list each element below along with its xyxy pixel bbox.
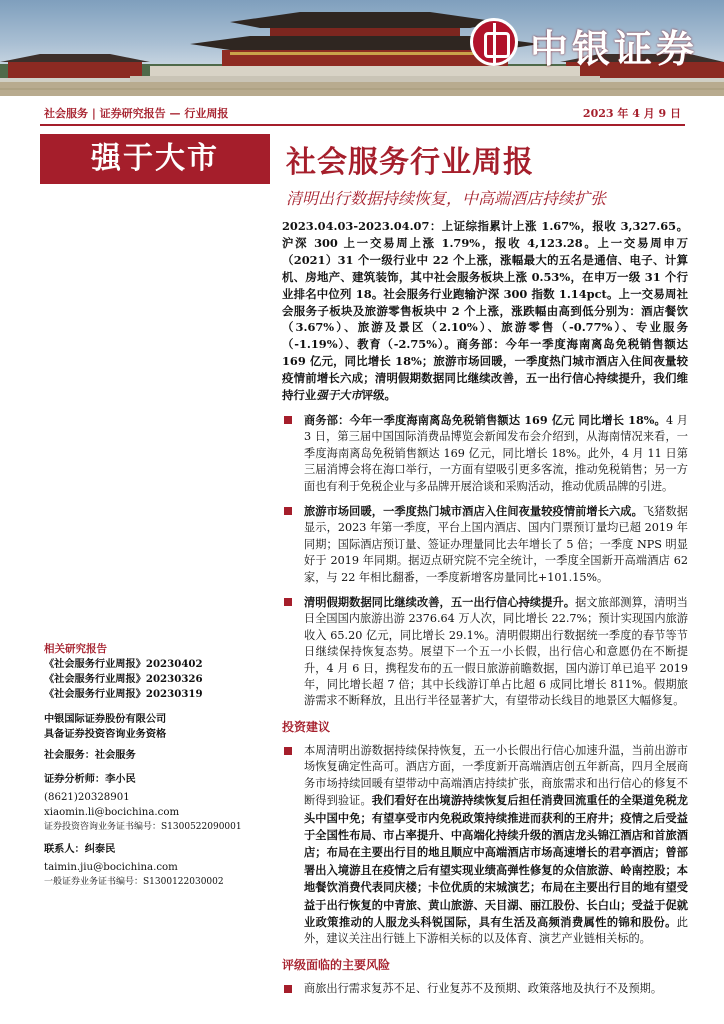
bullet-lead: 清明假期数据同比继续改善，五一出行信心持续提升。	[304, 595, 576, 610]
related-report-link[interactable]: 《社会服务行业周报》20230319	[44, 688, 203, 700]
analyst-name: 证券分析师：李小民	[44, 773, 136, 785]
company-info	[44, 712, 274, 742]
contact-name: 联系人：纠泰民	[44, 843, 116, 855]
bullet-square-icon	[284, 416, 292, 424]
header-banner	[0, 0, 724, 96]
brand-name: 中银证券	[530, 27, 699, 71]
analyst-phone: (8621)20328901	[44, 792, 130, 803]
main-content	[282, 218, 688, 1005]
summary-tail: 评级。	[361, 388, 396, 403]
analyst-license: 证券投资咨询业务证书编号：S1300522090001	[44, 822, 242, 832]
bank-of-china-logo-icon	[470, 18, 518, 66]
sector-info	[44, 748, 274, 763]
contact-info	[44, 842, 274, 890]
invest-pre: 本周清明出游数据持续保持恢复，五一小长假出行信心加速升温，当前出游市场恢复确定性高可。酒店方面，一季度新开高端酒店创五年新高，四月全展商务市场持续回暖有望带动中高端酒店持续扩张，商旅需求和出行信心的修复不断得到验证。	[304, 743, 688, 808]
summary-paragraph	[282, 218, 688, 404]
invest-post: 此外，建议关注出行链上下游相关标的以及体育、演艺产业链相关标的。	[304, 915, 688, 946]
risk-heading: 评级面临的主要风险	[282, 957, 391, 972]
report-date: 2023 年 4 月 9 日	[582, 107, 681, 120]
report-info-bar	[40, 100, 685, 126]
analyst-email[interactable]: xiaomin.li@bocichina.com	[44, 807, 180, 818]
company-qualification: 具备证券投资咨询业务资格	[44, 728, 167, 740]
bullet-body: 据文旅部测算，清明当日全国国内旅游出游 2376.64 万人次，同比增长 22.7%；预计实现国内旅游收入 65.20 亿元，同比增长 29.1%。清明假期出行数据统一季度的春节等节日继续保持恢复态势。展望下一个五一小长假，出行信心和意愿仍在不断提升，4 月 6 日，携程发布的五一假日旅游前瞻数据，国内游订单已追平 2019 年，同比增长超 7 倍；其中长线游订单占比超 6 成同比增长 811%。假期旅游需求不断释放，且出行半径显著扩大，有望带动长线目的地景区大幅修复。	[304, 596, 688, 708]
invest-heading: 投资建议	[282, 719, 331, 734]
contact-email[interactable]: taimin.jiu@bocichina.com	[44, 862, 178, 873]
invest-list	[282, 743, 688, 948]
report-title: 社会服务行业周报	[286, 145, 534, 180]
list-item	[282, 503, 688, 586]
brand-logo	[470, 14, 720, 70]
bullet-body: 4 月 3 日，第三届中国国际消费品博览会新闻发布会介绍到，从海南情况来看，一季度海南离岛免税销售额达 169 亿元，同比增长 18%。此外，4 月 11 日第三届消博会将在海口举行，一方面有望吸引更多客流，推动免税销售；另一方面也有利于免税企业与多品牌开展洽谈和采购活动，推动优质品牌的引进。	[304, 413, 688, 493]
invest-picks: 我们看好在出境游持续恢复后担任消费回流重任的全渠道免税龙头中国中免；有望享受市内免税政策持续推进而获利的王府井；疫情之后受益于全国性布局、市占率提升、中高端化持续升级的酒店龙头锦江酒店和首旅酒店；布局在主要出行目的地且顺应中高端酒店市场高速增长的君亭酒店；曾部署出入境游且在疫情之后有望实现业绩高弹性修复的众信旅游、岭南控股；本地餐饮消费代表同庆楼；卡位优质的宋城演艺；布局在主要出行目的地有望受益于出行恢复的中青旅、黄山旅游、天目湖、丽江股份、长白山；受益于促就业政策推动的人服龙头科锐国际，具有生活及高频消费属性的锦和股份。	[304, 793, 688, 929]
related-title: 相关研究报告	[44, 643, 107, 655]
risk-list	[282, 981, 688, 997]
company-name: 中银国际证券股份有限公司	[44, 713, 167, 725]
summary-rating-emphasis: 强于大市	[316, 388, 362, 403]
sector-label: 社会服务：社会服务	[44, 749, 136, 761]
summary-text: 2023.04.03-2023.04.07：上证综指累计上涨 1.67%，报收 3,327.65。沪深 300 上一交易周上涨 1.79%，报收 4,123.28。上一交易周申万（2021）31 个一级行业中 22 个上涨，涨幅最大的五名是通信、电子、计算机、房地产、建筑装饰，其中社会服务板块上涨 0.53%，在申万一级 31 个行业排名中位列 18。社会服务行业跑输沪深 300 指数 1.14pct。上一交易周社会服务子板块及旅游零售板块中 2 个上涨，涨跌幅由高到低分别为：酒店餐饮（3.67%）、旅游及景区（2.10%）、旅游零售（-0.77%）、专业服务（-1.19%）、教育（-2.75%）。商务部：今年一季度海南离岛免税销售额达 169 亿元，同比增长 18%；旅游市场回暖，一季度热门城市酒店入住间夜量较疫情前增长六成；清明假期数据同比继续改善，五一出行信心持续提升，我们维持行业	[282, 219, 688, 403]
rating-badge: 强于大市	[40, 134, 270, 184]
breadcrumb: 社会服务 | 证券研究报告 — 行业周报	[44, 107, 229, 120]
bullet-square-icon	[284, 985, 292, 993]
related-report-link[interactable]: 《社会服务行业周报》20230402	[44, 658, 203, 670]
risk-text: 商旅出行需求复苏不足、行业复苏不及预期、政策落地及执行不及预期。	[304, 981, 663, 995]
list-item	[282, 981, 688, 997]
analyst-info	[44, 772, 274, 835]
report-subtitle: 清明出行数据持续恢复，中高端酒店持续扩张	[286, 189, 607, 208]
bullet-square-icon	[284, 598, 292, 606]
bullet-body: 飞猪数据显示，2023 年第一季度，平台上国内酒店、国内门票预订量均已超 2019 年同期；国际酒店预订量、签证办理量同比去年增长了 5 倍；一季度 NPS 明显好于 2019 年同期。据迈点研究院不完全统计，一季度全国新开高端酒店 62 家，与 22 年相比翻番，一季度新增客房量同比+101.15%。	[304, 505, 688, 584]
list-item	[282, 412, 688, 495]
bullet-lead: 旅游市场回暖，一季度热门城市酒店入住间夜量较疫情前增长六成。	[304, 504, 643, 518]
list-item	[282, 743, 688, 948]
related-reports	[44, 642, 274, 702]
bullet-lead: 商务部：今年一季度海南离岛免税销售额达 169 亿元 同比增长 18%。	[304, 412, 666, 427]
bullet-square-icon	[284, 507, 292, 515]
bullet-square-icon	[284, 747, 292, 755]
highlights-list	[282, 412, 688, 710]
related-report-link[interactable]: 《社会服务行业周报》20230326	[44, 673, 203, 685]
list-item	[282, 594, 688, 710]
contact-license: 一般证券业务证书编号：S1300122030002	[44, 877, 224, 887]
